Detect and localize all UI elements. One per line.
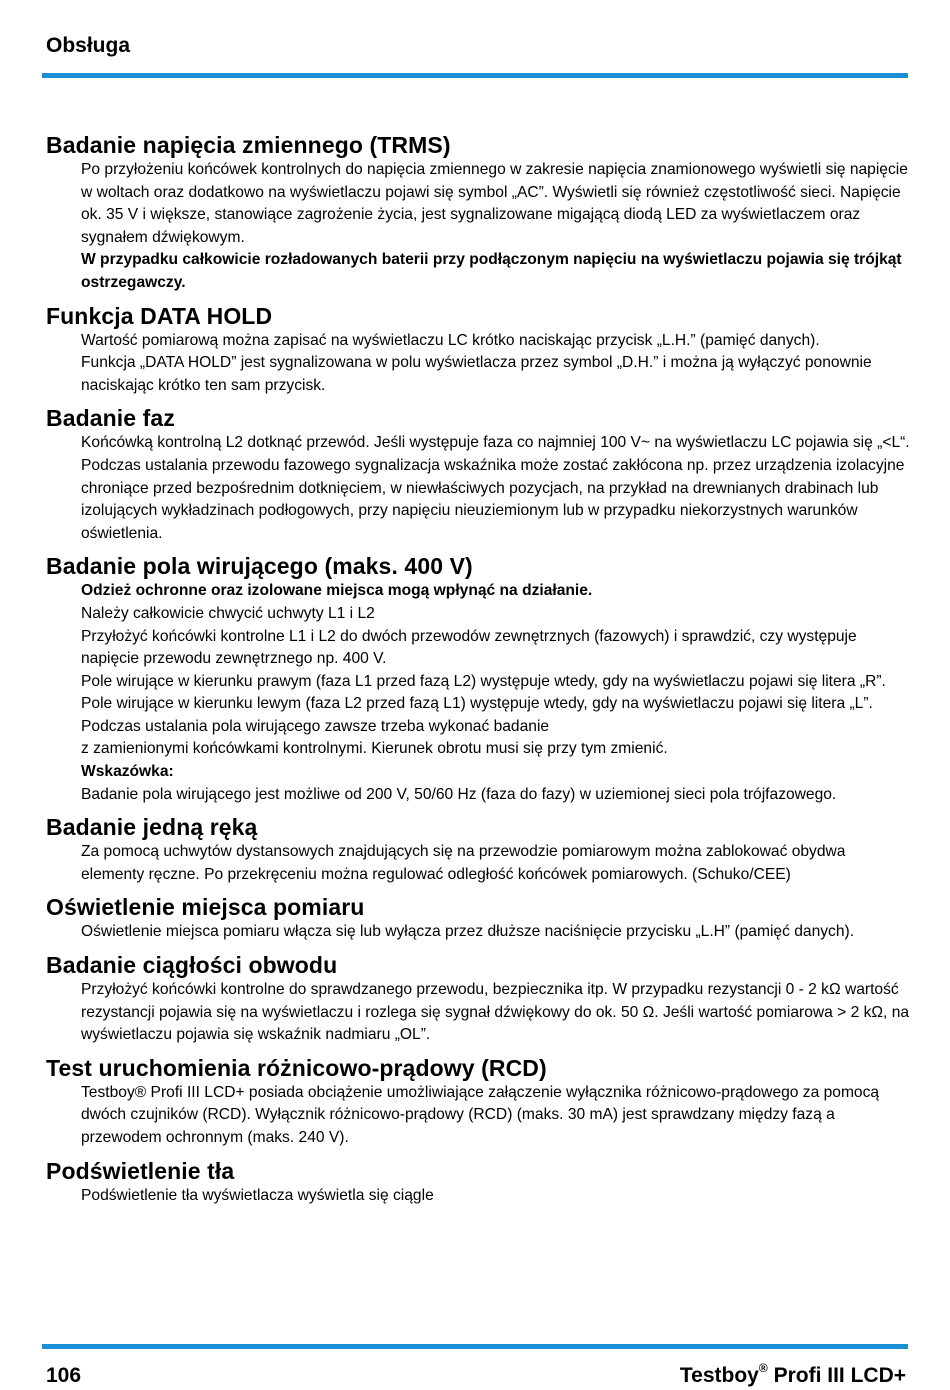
section-body bbox=[81, 1082, 912, 1150]
section-body bbox=[81, 432, 912, 545]
paragraph: Wartość pomiarową można zapisać na wyświetlaczu LC krótko naciskając przycisk „L.H.” (pamięć danych). bbox=[81, 331, 820, 349]
section-heading: Oświetlenie miejsca pomiaru bbox=[46, 894, 365, 921]
page-number: 106 bbox=[46, 1364, 82, 1387]
section bbox=[46, 405, 912, 545]
paragraph: Badanie pola wirującego jest możliwe od 200 V, 50/60 Hz (faza do fazy) w uziemionej sieci pola trójfazowego. bbox=[81, 785, 837, 803]
paragraph: Końcówką kontrolną L2 dotknąć przewód. Jeśli występuje faza co najmniej 100 V~ na wyświetlaczu LC pojawia się „<L“. bbox=[81, 434, 910, 452]
paragraph: Za pomocą uchwytów dystansowych znajdujących się na przewodzie pomiarowym można zablokować obydwa elementy ręczne. Po przekręceniu można regulować odległość końcówek pomiarowych. (Schuko/CEE) bbox=[81, 843, 846, 883]
section-heading: Podświetlenie tła bbox=[46, 1157, 235, 1184]
registered-mark: ® bbox=[758, 1361, 768, 1375]
paragraph: Pole wirujące w kierunku lewym (faza L2 przed fazą L1) występuje wtedy, gdy na wyświetlaczu pojawi się litera „L”. bbox=[81, 695, 873, 713]
paragraph: Należy całkowicie chwycić uchwyty L1 i L2 bbox=[81, 604, 375, 622]
document-content bbox=[46, 132, 912, 1215]
section-body bbox=[81, 921, 912, 944]
paragraph: Przyłożyć końcówki kontrolne L1 i L2 do dwóch przewodów zewnętrznych (fazowych) i sprawdzić, czy występuje napięcie przewodu zewnętrznego np. 400 V. bbox=[81, 627, 857, 668]
section bbox=[46, 894, 912, 944]
footer-rule bbox=[42, 1344, 908, 1349]
footer-brand: Testboy bbox=[679, 1364, 759, 1387]
section-heading: Funkcja DATA HOLD bbox=[46, 302, 273, 329]
section-heading: Badanie ciągłości obwodu bbox=[46, 952, 338, 979]
section-heading: Badanie jedną ręką bbox=[46, 814, 258, 841]
section-heading: Badanie napięcia zmiennego (TRMS) bbox=[46, 132, 451, 158]
section-heading: Badanie faz bbox=[46, 405, 175, 432]
section-body bbox=[81, 159, 912, 295]
header-rule bbox=[42, 73, 908, 78]
paragraph: Funkcja „DATA HOLD” jest sygnalizowana w polu wyświetlacza przez symbol „D.H.” i można ją wyłączyć ponownie naciskając krótko ten sam przycisk. bbox=[81, 354, 872, 394]
footer-product-name bbox=[679, 1361, 906, 1388]
bold-paragraph: Odzież ochronne oraz izolowane miejsca mogą wpłynąć na działanie. bbox=[81, 582, 593, 600]
paragraph: Oświetlenie miejsca pomiaru włącza się lub wyłącza przez dłuższe naciśnięcie przycisku „L.H” (pamięć danych). bbox=[81, 923, 855, 941]
paragraph: z zamienionymi końcówkami kontrolnymi. Kierunek obrotu musi się przy tym zmienić. bbox=[81, 740, 668, 758]
section bbox=[46, 553, 912, 806]
paragraph: Podczas ustalania pola wirującego zawsze trzeba wykonać badanie bbox=[81, 717, 550, 735]
section-body bbox=[81, 1185, 912, 1208]
section bbox=[46, 1055, 912, 1150]
section-body bbox=[81, 841, 912, 886]
section bbox=[46, 132, 912, 295]
paragraph: Podświetlenie tła wyświetlacza wyświetla się ciągle bbox=[81, 1186, 434, 1204]
paragraph: Pole wirujące w kierunku prawym (faza L1 przed fazą L2) występuje wtedy, gdy na wyświetlaczu pojawi się litera „R”. bbox=[81, 672, 886, 690]
section-body bbox=[81, 580, 912, 806]
paragraph: Przyłożyć końcówki kontrolne do sprawdzanego przewodu, bezpiecznika itp. W przypadku rezystancji 0 - 2 kΩ wartość rezystancji pojawia się na wyświetlaczu i rozlega się sygnał dźwiękowy do ok. 50 Ω. Jeśli wartość pomiarowa > 2 kΩ, na wyświetlaczu pojawia się wskaźnik nadmiaru „OL”. bbox=[81, 981, 910, 1044]
paragraph: Po przyłożeniu końcówek kontrolnych do napięcia zmiennego w zakresie napięcia znamionowego wyświetli się napięcie w woltach oraz dodatkowo na wyświetlaczu pojawi się symbol „AC”. Wyświetli się również częstotliwość sieci. Napięcie ok. 35 V i większe, stanowiące zagrożenie życia, jest sygnalizowane migającą diodą LED za wyświetlaczem oraz sygnałem dźwiękowym. bbox=[81, 161, 908, 246]
section-heading: Badanie pola wirującego (maks. 400 V) bbox=[46, 553, 473, 580]
bold-paragraph: Wskazówka: bbox=[81, 763, 174, 781]
section bbox=[46, 303, 912, 398]
page-header-title: Obsługa bbox=[46, 34, 131, 57]
section-heading: Test uruchomienia różnicowo-prądowy (RCD) bbox=[46, 1054, 547, 1081]
paragraph: Testboy® Profi III LCD+ posiada obciążenie umożliwiające załączenie wyłącznika różnicowo-prądowego za pomocą dwóch czujników (RCD). Wyłącznik różnicowo-prądowy (RCD) (maks. 30 mA) jest sprawdzany między fazą a przewodem ochronnym (maks. 240 V). bbox=[81, 1083, 880, 1146]
section bbox=[46, 952, 912, 1047]
footer-product: Profi III LCD+ bbox=[773, 1364, 906, 1387]
bold-paragraph: W przypadku całkowicie rozładowanych baterii przy podłączonym napięciu na wyświetlaczu pojawia się trójkąt ostrzegawczy. bbox=[81, 251, 902, 291]
paragraph: Podczas ustalania przewodu fazowego sygnalizacja wskaźnika może zostać zakłócona np. przez urządzenia izolacyjne chroniące przed bezpośrednim dotknięciem, w niewłaściwych pozycjach, na przykład na drewnianych drabinach lub izolujących wykładzinach podłogowych, przy napięciu nieuziemionym lub w przypadku niekorzystnych warunków oświetlenia. bbox=[81, 456, 905, 542]
section-body bbox=[81, 330, 912, 398]
section bbox=[46, 814, 912, 886]
section bbox=[46, 1158, 912, 1208]
section-body bbox=[81, 979, 912, 1047]
